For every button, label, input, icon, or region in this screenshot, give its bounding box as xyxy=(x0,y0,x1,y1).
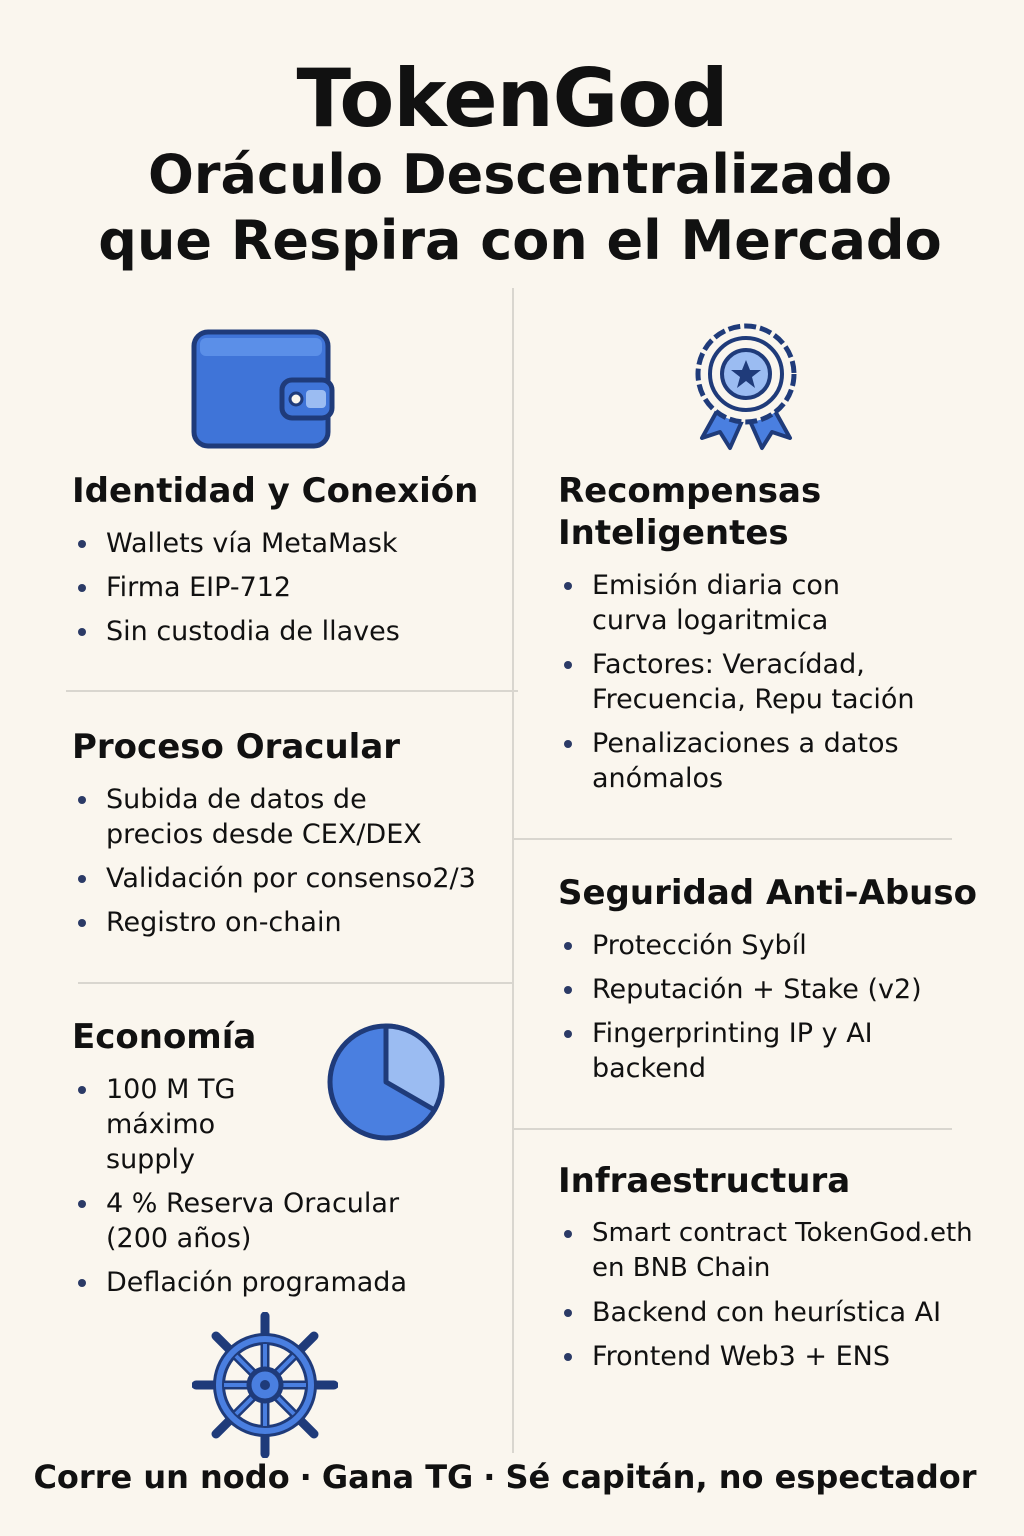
list-item: Smart contract TokenGod.eth en BNB Chain xyxy=(558,1216,982,1286)
section-infra-list xyxy=(558,1216,998,1374)
list-item: Sin custodia de llaves xyxy=(72,614,502,649)
subtitle-line-1: Oráculo Descentralizado xyxy=(147,143,893,206)
section-process-list xyxy=(72,782,492,940)
list-item: Frontend Web3 + ENS xyxy=(558,1339,998,1374)
section-infra-title: Infraestructura xyxy=(558,1161,851,1201)
list-item: Subida de datos de precios desde CEX/DEX xyxy=(72,782,426,852)
footer-part-1: Corre un nodo xyxy=(33,1458,290,1496)
section-security xyxy=(558,872,978,1095)
list-item: Protección Sybíl xyxy=(558,928,978,963)
section-security-list xyxy=(558,928,978,1086)
list-item: 100 M TG máximo supply xyxy=(72,1072,306,1177)
divider-left-1 xyxy=(66,690,518,692)
footer-separator: · xyxy=(483,1458,496,1496)
list-item: Validación por consenso2/3 xyxy=(72,861,492,896)
list-item: Factores: Veracídad, Frecuencia, Repu tación xyxy=(558,647,952,717)
list-item: Deflación programada xyxy=(72,1265,492,1300)
list-item: Backend con heurística AI xyxy=(558,1295,998,1330)
section-identity-list xyxy=(72,526,502,649)
ship-wheel-icon xyxy=(192,1312,338,1458)
page-subtitle xyxy=(90,142,950,274)
list-item: Emisión diaria con curva logaritmica xyxy=(558,568,872,638)
section-rewards xyxy=(558,470,978,805)
section-economy-title: Economía xyxy=(72,1017,257,1057)
subtitle-line-2: que Respira con el Mercado xyxy=(98,209,942,272)
list-item: Wallets vía MetaMask xyxy=(72,526,502,561)
section-process xyxy=(72,726,492,949)
section-security-title: Seguridad Anti-Abuso xyxy=(558,873,977,913)
section-identity-title: Identidad y Conexión xyxy=(72,471,479,511)
section-rewards-title: Recompensas Inteligentes xyxy=(558,471,822,553)
list-item: Penalizaciones a datos anómalos xyxy=(558,726,922,796)
footer-separator: · xyxy=(299,1458,312,1496)
divider-right-1 xyxy=(514,838,952,840)
section-economy-list xyxy=(72,1072,492,1300)
list-item: 4 % Reserva Oracular (200 años) xyxy=(72,1186,406,1256)
section-identity xyxy=(72,470,502,658)
list-item: Reputación + Stake (v2) xyxy=(558,972,978,1007)
divider-right-2 xyxy=(514,1128,952,1130)
list-item: Registro on-chain xyxy=(72,905,492,940)
wallet-icon xyxy=(190,328,340,452)
page-title: TokenGod xyxy=(296,52,728,145)
divider-left-2 xyxy=(78,982,512,984)
section-economy xyxy=(72,1016,492,1309)
list-item: Firma EIP-712 xyxy=(72,570,502,605)
footer-part-2: Gana TG xyxy=(321,1458,474,1496)
center-divider xyxy=(512,288,514,1453)
section-rewards-list xyxy=(558,568,978,796)
award-badge-icon xyxy=(684,320,808,454)
list-item: Fingerprinting IP y AI backend xyxy=(558,1016,902,1086)
footer-part-3: Sé capitán, no espectador xyxy=(505,1458,977,1496)
footer-tagline xyxy=(0,1458,1010,1496)
section-process-title: Proceso Oracular xyxy=(72,727,401,767)
section-infra xyxy=(558,1160,998,1383)
